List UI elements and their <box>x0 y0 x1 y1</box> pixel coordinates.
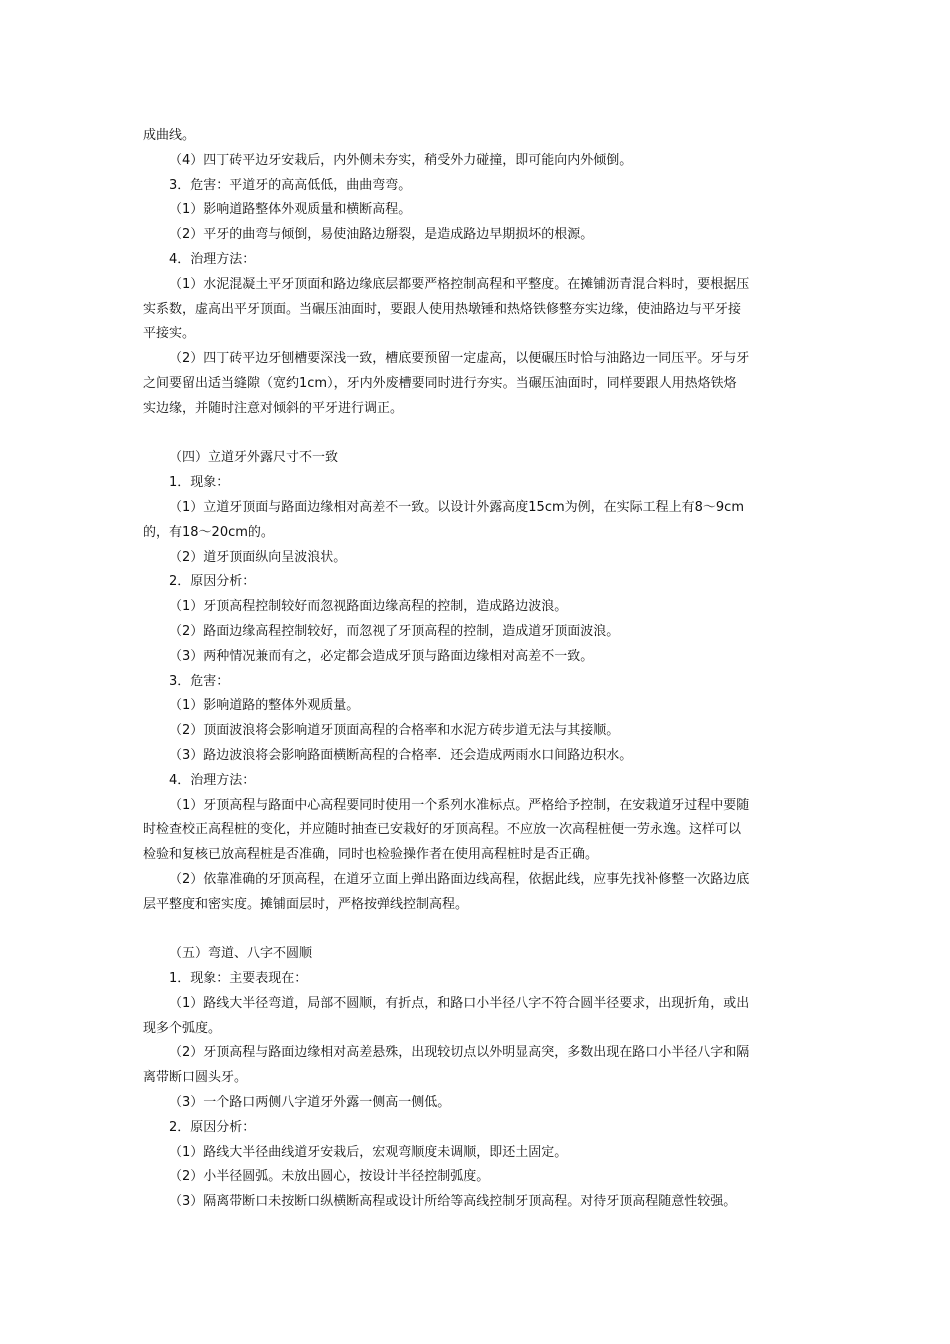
paragraph-line: （2）平牙的曲弯与倾倒，易使油路边掰裂，是造成路边早期损坏的根源。 <box>169 227 594 243</box>
paragraph-line: （3）隔离带断口未按断口纵横断高程或设计所给等高线控制牙顶高程。对待牙顶高程随意性较强。 <box>169 1194 737 1210</box>
section-heading: （五）弯道、八字不圆顺 <box>169 946 313 962</box>
paragraph-line: （2）依靠准确的牙顶高程，在道牙立面上弹出路面边线高程，依据此线，应事先找补修整一次路边底 <box>169 871 750 887</box>
paragraph-line: 成曲线。 <box>143 128 196 143</box>
paragraph-line: （1）路线大半径曲线道牙安栽后，宏观弯顺度未调顺，即还土固定。 <box>169 1144 568 1160</box>
paragraph-line: 检验和复核已放高程桩是否准确，同时也检验操作者在使用高程桩时是否正确。 <box>143 847 599 863</box>
paragraph-line: （3）两种情况兼而有之，必定都会造成牙顶与路面边缘相对高差不一致。 <box>169 648 594 664</box>
sub-heading: 1．现象：主要表现在： <box>169 971 308 987</box>
paragraph-line: （2）路面边缘高程控制较好，而忽视了牙顶高程的控制，造成道牙顶面波浪。 <box>169 623 620 639</box>
sub-heading: 1．现象： <box>169 475 230 491</box>
paragraph-line: （1）路线大半径弯道，局部不圆顺，有折点，和路口小半径八字不符合圆半径要求，出现折角，或出 <box>169 995 750 1011</box>
paragraph-line: （3）路边波浪将会影响路面横断高程的合格率．还会造成两雨水口间路边积水。 <box>169 747 633 763</box>
paragraph-line: （1）牙顶高程与路面中心高程要同时使用一个系列水准标点。严格给予控制，在安栽道牙过程中要随 <box>169 797 750 813</box>
paragraph-line: （4）四丁砖平边牙安栽后，内外侧未夯实，稍受外力碰撞，即可能向内外倾倒。 <box>169 152 633 168</box>
sub-heading: 3．危害：平道牙的高高低低，曲曲弯弯。 <box>169 177 412 193</box>
paragraph-line: 实系数，虚高出平牙顶面。当碾压油面时，要跟人使用热墩锤和热烙铁修整夯实边缘，使油路边与平牙接 <box>143 301 742 317</box>
paragraph-line: （3）一个路口两侧八字道牙外露一侧高一侧低。 <box>169 1095 451 1111</box>
sub-heading: 2．原因分析： <box>169 1119 256 1135</box>
paragraph-line: （2）牙顶高程与路面边缘相对高差悬殊，出现较切点以外明显高突，多数出现在路口小半径八字和隔 <box>169 1045 750 1061</box>
paragraph-line: （1）影响道路整体外观质量和横断高程。 <box>169 202 412 218</box>
paragraph-line: 实边缘，并随时注意对倾斜的平牙进行调正。 <box>143 400 404 416</box>
paragraph-line: 的，有18～20cm的。 <box>143 524 274 540</box>
paragraph-line: （1）牙顶高程控制较好而忽视路面边缘高程的控制，造成路边波浪。 <box>169 599 568 615</box>
sub-heading: 2．原因分析： <box>169 574 256 590</box>
paragraph-line: 平接实。 <box>143 326 196 342</box>
document-page <box>143 124 808 1215</box>
section-gap <box>143 422 808 447</box>
section-heading: （四）立道牙外露尺寸不一致 <box>169 450 339 466</box>
paragraph-line: （2）小半径圆弧。未放出圆心，按设计半径控制弧度。 <box>169 1169 490 1185</box>
paragraph-line: 离带断口圆头牙。 <box>143 1070 248 1086</box>
paragraph-line: 现多个弧度。 <box>143 1020 222 1036</box>
paragraph-line: （1）水泥混凝土平牙顶面和路边缘底层都要严格控制高程和平整度。在摊铺沥青混合料时，要根据压 <box>169 276 750 292</box>
paragraph-line: （2）顶面波浪将会影响道牙顶面高程的合格率和水泥方砖步道无法与其接顺。 <box>169 723 620 739</box>
paragraph-line: （1）立道牙顶面与路面边缘相对高差不一致。以设计外露高度15cm为例，在实际工程上有8～9cm <box>169 499 744 515</box>
sub-heading: 4．治理方法： <box>169 251 256 267</box>
paragraph-line: （2）道牙顶面纵向呈波浪状。 <box>169 549 347 565</box>
paragraph-line: （2）四丁砖平边牙刨槽要深浅一致，槽底要预留一定虚高，以便碾压时恰与油路边一同压平。牙与牙 <box>169 351 750 367</box>
section-gap <box>143 918 808 943</box>
sub-heading: 4．治理方法： <box>169 772 256 788</box>
paragraph-line: 之间要留出适当缝隙（宽约1cm），牙内外废槽要同时进行夯实。当碾压油面时，同样要跟人用热烙铁烙 <box>143 375 737 391</box>
sub-heading: 3．危害： <box>169 673 230 689</box>
paragraph-line: 层平整度和密实度。摊铺面层时，严格按弹线控制高程。 <box>143 896 469 912</box>
paragraph-line: （1）影响道路的整体外观质量。 <box>169 698 360 714</box>
paragraph-line: 时检查校正高程桩的变化，并应随时抽查已安栽好的牙顶高程。不应放一次高程桩便一劳永逸。这样可以 <box>143 822 742 838</box>
